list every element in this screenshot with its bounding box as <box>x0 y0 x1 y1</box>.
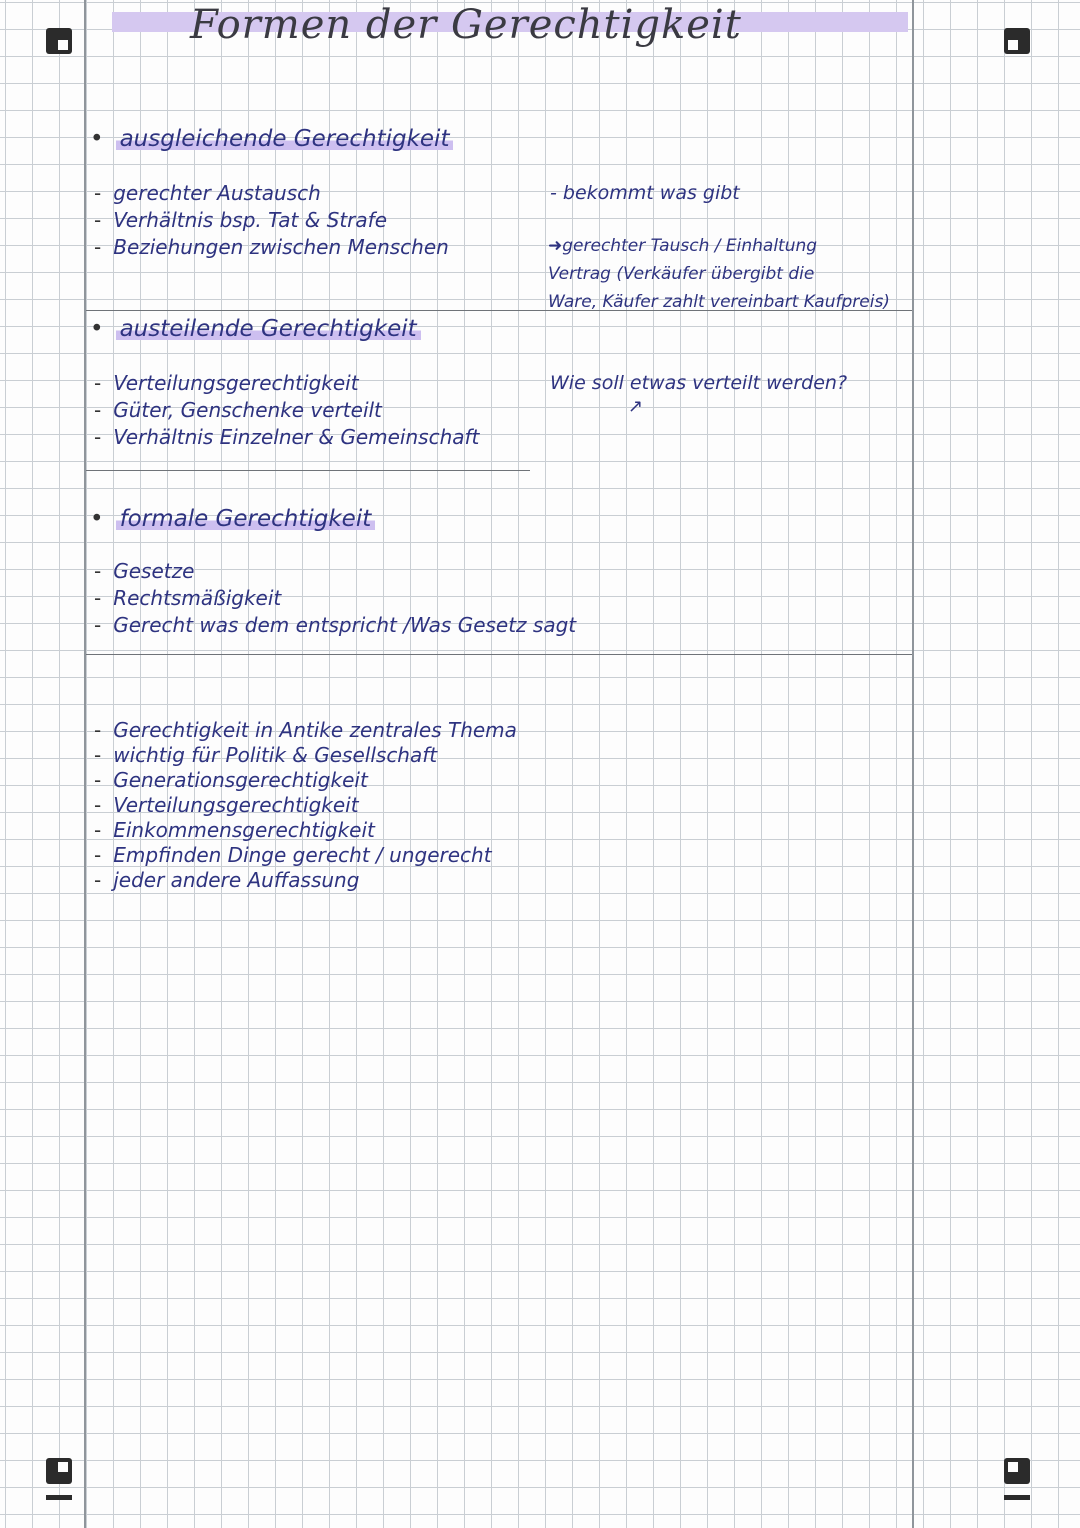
list-item: - Gerechtigkeit in Antike zentrales Thema <box>94 718 517 743</box>
corner-marker-top-right <box>1004 28 1030 54</box>
corner-marker-bottom-right <box>1004 1458 1030 1484</box>
section-heading-ausgleichende <box>90 126 453 152</box>
list-item: - wichtig für Politik & Gesellschaft <box>94 743 517 768</box>
list-item: - Verhältnis bsp. Tat & Strafe <box>94 207 449 234</box>
list-item: - Rechtsmäßigkeit <box>94 585 576 612</box>
right-margin-line <box>912 0 914 1528</box>
section-heading-text: formale Gerechtigkeit <box>116 506 376 532</box>
side-note-line: Ware, Käufer zahlt vereinbart Kaufpreis) <box>548 292 890 312</box>
side-note-block-ausgleichende <box>548 232 890 316</box>
list-item: - Güter, Genschenke verteilt <box>94 397 479 424</box>
corner-bar-bottom-left <box>46 1495 72 1500</box>
list-item: - jeder andere Auffassung <box>94 868 517 893</box>
section-divider <box>86 654 912 655</box>
section-divider <box>86 310 912 311</box>
section-list-formale <box>94 558 576 639</box>
list-item: - Verteilungsgerechtigkeit <box>94 793 517 818</box>
side-note-ausgleichende: - bekommt was gibt <box>550 182 740 204</box>
page-title: Formen der Gerechtigkeit <box>190 2 742 48</box>
list-item: - Empfinden Dinge gerecht / ungerecht <box>94 843 517 868</box>
list-item: - Gesetze <box>94 558 576 585</box>
section-heading-austeilende <box>90 316 421 342</box>
side-note-austeilende: Wie soll etwas verteilt werden? <box>550 372 848 394</box>
list-item: - gerechter Austausch <box>94 180 449 207</box>
bullet-icon: • <box>90 316 104 342</box>
section-list-ausgleichende <box>94 180 449 261</box>
bullet-icon: • <box>90 506 104 532</box>
arrow-icon: ↗ <box>628 396 644 417</box>
section-heading-text: ausgleichende Gerechtigkeit <box>116 126 454 152</box>
bullet-icon: • <box>90 126 104 152</box>
corner-marker-top-left <box>46 28 72 54</box>
list-item: - Einkommensgerechtigkeit <box>94 818 517 843</box>
corner-marker-bottom-left <box>46 1458 72 1484</box>
left-margin-line <box>84 0 86 1528</box>
section-list-austeilende <box>94 370 479 451</box>
list-item: - Verteilungsgerechtigkeit <box>94 370 479 397</box>
list-item: - Verhältnis Einzelner & Gemeinschaft <box>94 424 479 451</box>
section-heading-formale <box>90 506 375 532</box>
list-item: - Beziehungen zwischen Menschen <box>94 234 449 261</box>
section-heading-text: austeilende Gerechtigkeit <box>116 316 421 342</box>
side-note-line: ➜gerechter Tausch / Einhaltung <box>548 236 818 256</box>
side-note-line: Vertrag (Verkäufer übergibt die <box>548 264 815 284</box>
list-item: - Gerecht was dem entspricht /Was Gesetz sagt <box>94 612 576 639</box>
corner-bar-bottom-right <box>1004 1495 1030 1500</box>
section-divider <box>86 470 530 471</box>
summary-list <box>94 718 517 893</box>
list-item: - Generationsgerechtigkeit <box>94 768 517 793</box>
